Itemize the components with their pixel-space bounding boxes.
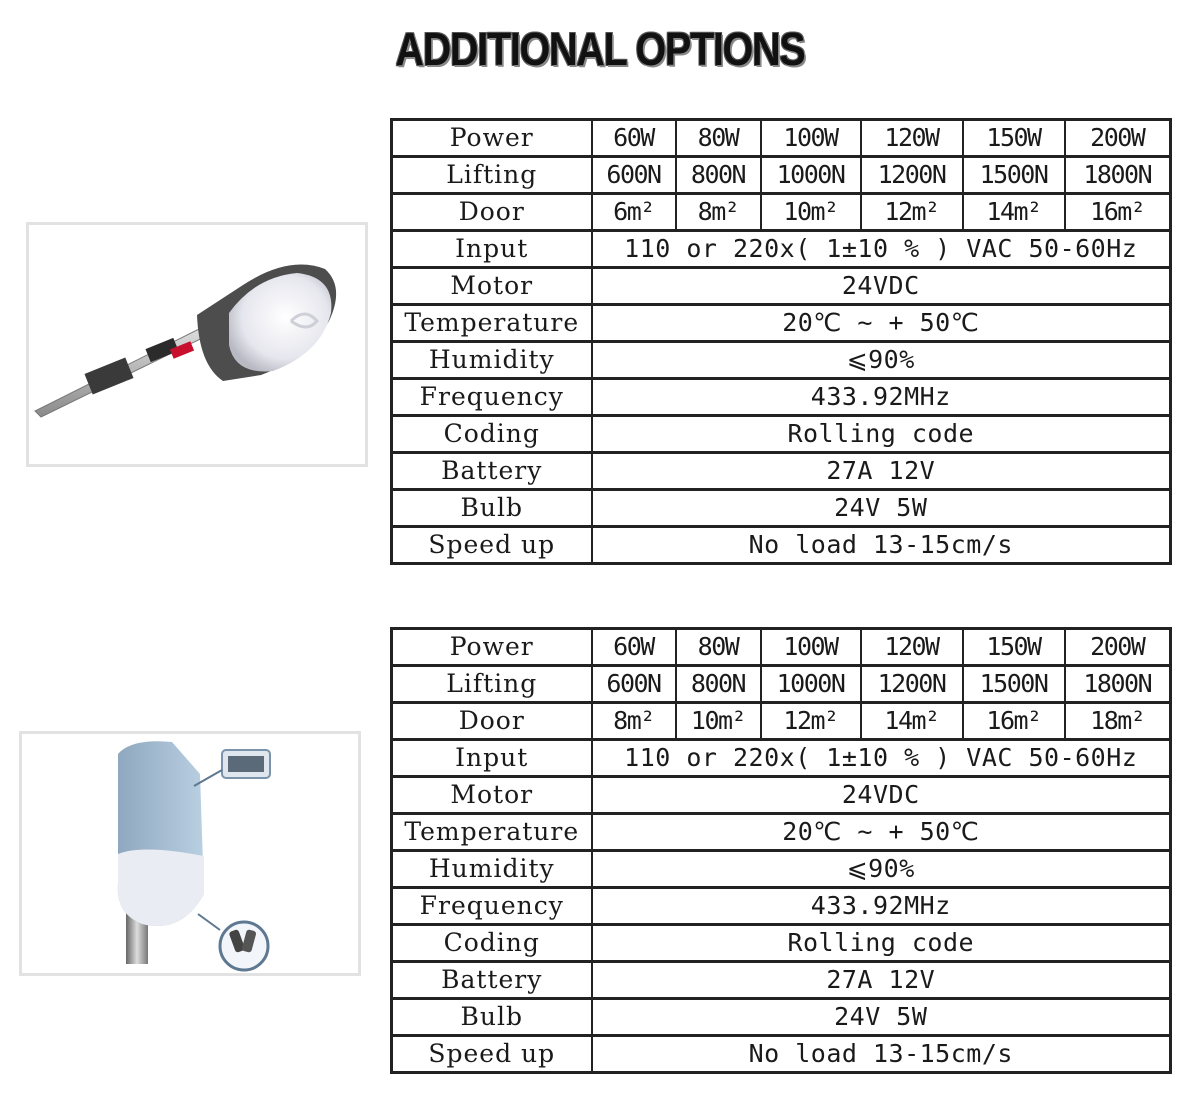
table-row-temperature (392, 305, 1171, 342)
table-row-speed (392, 527, 1171, 564)
coding-value: Rolling code (592, 416, 1171, 453)
table-row-battery (392, 962, 1171, 999)
table-row-power (392, 120, 1171, 157)
battery-value: 27A 12V (592, 453, 1171, 490)
frequency-value: 433.92MHz (592, 379, 1171, 416)
door-cell: 18m² (1065, 703, 1171, 740)
product-photo-rail-opener (26, 222, 368, 467)
row-label: Temperature (392, 305, 592, 342)
lifting-cell: 800N (676, 157, 761, 194)
table-row-frequency (392, 888, 1171, 925)
power-cell: 60W (592, 629, 676, 666)
table-row-power (392, 629, 1171, 666)
motor-value: 24VDC (592, 777, 1171, 814)
row-label: Temperature (392, 814, 592, 851)
table-row-bulb (392, 999, 1171, 1036)
lifting-cell: 600N (592, 157, 676, 194)
table-row-input (392, 231, 1171, 268)
power-cell: 120W (861, 629, 963, 666)
row-label: Bulb (392, 490, 592, 527)
power-cell: 120W (861, 120, 963, 157)
power-cell: 200W (1065, 120, 1171, 157)
lifting-cell: 1200N (861, 157, 963, 194)
row-label: Bulb (392, 999, 592, 1036)
temperature-value: 20℃ ~ + 50℃ (592, 305, 1171, 342)
power-cell: 100W (761, 629, 861, 666)
door-cell: 12m² (761, 703, 861, 740)
lifting-cell: 1800N (1065, 157, 1171, 194)
row-label: Input (392, 231, 592, 268)
row-label: Input (392, 740, 592, 777)
row-label: Frequency (392, 888, 592, 925)
product-photo-shaft-opener (19, 731, 361, 976)
row-label: Humidity (392, 342, 592, 379)
speed-value: No load 13-15cm/s (592, 1036, 1171, 1073)
row-label: Speed up (392, 1036, 592, 1073)
bulb-value: 24V 5W (592, 999, 1171, 1036)
door-cell: 12m² (861, 194, 963, 231)
page-title: ADDITIONAL OPTIONS (395, 23, 805, 75)
row-label: Humidity (392, 851, 592, 888)
door-cell: 16m² (1065, 194, 1171, 231)
table-row-coding (392, 416, 1171, 453)
power-cell: 150W (963, 629, 1065, 666)
lifting-cell: 1500N (963, 666, 1065, 703)
row-label: Battery (392, 962, 592, 999)
garage-opener-rail-image (29, 225, 365, 464)
door-cell: 14m² (861, 703, 963, 740)
table-row-motor (392, 268, 1171, 305)
row-label: Door (392, 703, 592, 740)
table-row-temperature (392, 814, 1171, 851)
row-label: Frequency (392, 379, 592, 416)
table-row-lifting (392, 666, 1171, 703)
table-row-battery (392, 453, 1171, 490)
coding-value: Rolling code (592, 925, 1171, 962)
table-row-door (392, 703, 1171, 740)
table-row-coding (392, 925, 1171, 962)
table-row-humidity (392, 851, 1171, 888)
spec-table-1 (390, 118, 1172, 565)
row-label: Power (392, 629, 592, 666)
power-cell: 100W (761, 120, 861, 157)
door-cell: 14m² (963, 194, 1065, 231)
lifting-cell: 1000N (761, 666, 861, 703)
lifting-cell: 1800N (1065, 666, 1171, 703)
motor-value: 24VDC (592, 268, 1171, 305)
input-value: 110 or 220x( 1±10 % ) VAC 50-60Hz (592, 231, 1171, 268)
bulb-value: 24V 5W (592, 490, 1171, 527)
door-cell: 10m² (676, 703, 761, 740)
garage-opener-shaft-image (22, 734, 358, 973)
door-cell: 16m² (963, 703, 1065, 740)
power-cell: 150W (963, 120, 1065, 157)
temperature-value: 20℃ ~ + 50℃ (592, 814, 1171, 851)
table-row-input (392, 740, 1171, 777)
table-row-motor (392, 777, 1171, 814)
lifting-cell: 600N (592, 666, 676, 703)
table-row-humidity (392, 342, 1171, 379)
door-cell: 8m² (592, 703, 676, 740)
table-row-bulb (392, 490, 1171, 527)
row-label: Motor (392, 777, 592, 814)
humidity-value: ⩽90% (592, 851, 1171, 888)
table-row-door (392, 194, 1171, 231)
row-label: Door (392, 194, 592, 231)
spec-table-2 (390, 627, 1172, 1074)
lifting-cell: 800N (676, 666, 761, 703)
row-label: Coding (392, 416, 592, 453)
lifting-cell: 1200N (861, 666, 963, 703)
humidity-value: ⩽90% (592, 342, 1171, 379)
row-label: Coding (392, 925, 592, 962)
power-cell: 80W (676, 120, 761, 157)
battery-value: 27A 12V (592, 962, 1171, 999)
door-cell: 10m² (761, 194, 861, 231)
frequency-value: 433.92MHz (592, 888, 1171, 925)
table-row-frequency (392, 379, 1171, 416)
table-row-speed (392, 1036, 1171, 1073)
power-cell: 80W (676, 629, 761, 666)
power-cell: 200W (1065, 629, 1171, 666)
door-cell: 6m² (592, 194, 676, 231)
lifting-cell: 1500N (963, 157, 1065, 194)
lifting-cell: 1000N (761, 157, 861, 194)
row-label: Lifting (392, 157, 592, 194)
input-value: 110 or 220x( 1±10 % ) VAC 50-60Hz (592, 740, 1171, 777)
row-label: Battery (392, 453, 592, 490)
door-cell: 8m² (676, 194, 761, 231)
row-label: Motor (392, 268, 592, 305)
row-label: Speed up (392, 527, 592, 564)
row-label: Power (392, 120, 592, 157)
row-label: Lifting (392, 666, 592, 703)
speed-value: No load 13-15cm/s (592, 527, 1171, 564)
table-row-lifting (392, 157, 1171, 194)
power-cell: 60W (592, 120, 676, 157)
